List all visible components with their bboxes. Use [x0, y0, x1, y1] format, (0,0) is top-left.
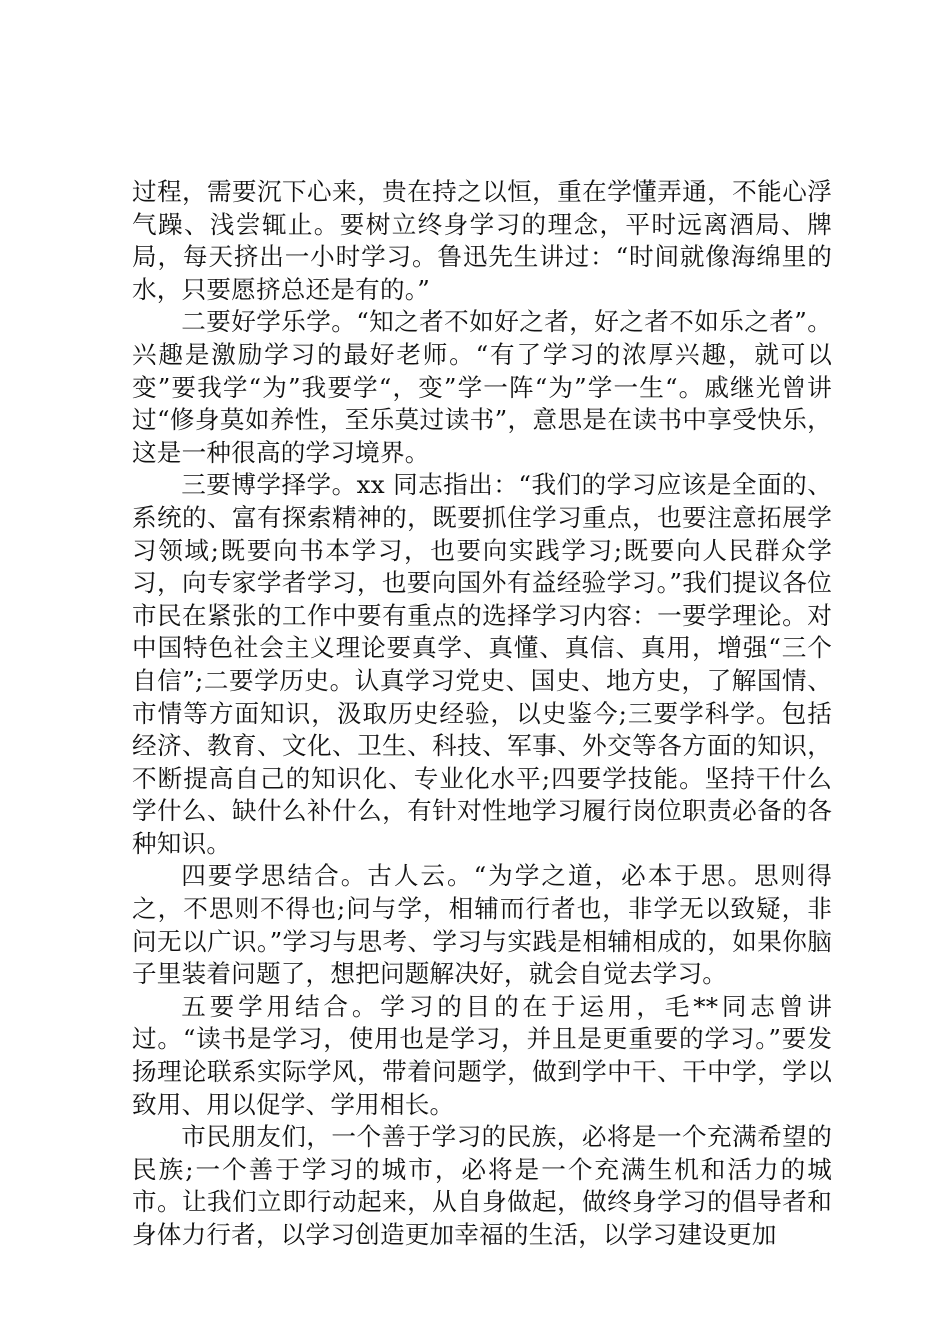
text-line: “读书是学习，使用也是学习，并且是更重要的学习。”要发: [182, 1024, 832, 1054]
text-line: 学习，向专家学者学习，也要向国外有益经验学习。”我们提: [132, 535, 832, 598]
text-line: 和身体力行者，以学习创造更加幸福的生活，以学习建设更加: [132, 1187, 832, 1249]
text-line: 以致用、用以促学、学用相长。: [132, 1057, 832, 1119]
paragraph-6: [132, 1121, 832, 1251]
text-line: 在读书中享受快乐，这是一种很高的学习境界。: [132, 405, 832, 467]
text-line: 牌局，每天挤出一小时学习。鲁迅先生讲过：“时间就像海绵: [132, 209, 832, 272]
text-line: 坚持干什么学什么、缺什么补什么，有针对性地学习履行岗位: [132, 763, 832, 826]
text-line: 你脑子里装着问题了，想把问题解决好，就会自觉去学习。: [132, 926, 832, 989]
text-line: 增强“三个自信”;二要学历史。认真学习党史、国史、地方史，: [132, 633, 832, 695]
text-line: 科学。包括经济、教育、文化、卫生、科技、军事、外交等各: [132, 698, 832, 761]
text-line: 的民族;一个善于学习的城市，必将是一个充满生机和活力的城: [132, 1122, 832, 1184]
text-line: 二要好学乐学。“知之者不如好之者，好之者不如乐之: [181, 307, 770, 337]
text-line: 五要学用结合。学习的目的在于运用，毛**同志曾讲过。: [132, 991, 832, 1054]
text-line: 问无以广识。”学习与思考、学习与实践是相辅相成的，如果: [132, 926, 783, 956]
text-line: 里的水，只要愿挤总还是有的。”: [132, 242, 832, 304]
paragraph-5: [132, 991, 832, 1121]
paragraph-1: [132, 176, 832, 306]
text-line: 方面的知识，不断提高自己的知识化、专业化水平;四要学技能。: [132, 731, 833, 793]
text-line: 四要学思结合。古人云。“为学之道，必本于思。思则得: [181, 861, 832, 891]
text-line: 系统的、富有探索精神的，既要抓住学习重点，也要注意拓展: [132, 502, 808, 532]
paragraph-4: [132, 860, 832, 990]
text-line: 市民朋友们，一个善于学习的民族，必将是一个充满希望: [181, 1122, 808, 1152]
text-line: 之，不思则不得也;问与学，相辅而行者也，非学无以致疑，非: [132, 894, 832, 924]
text-line: 理论。对中国特色社会主义理论要真学、真懂、真信、真用，: [132, 600, 832, 663]
text-line: 学习领域;既要向书本学习，也要向实践学习;既要向人民群众: [132, 502, 832, 565]
text-line: 者”。兴趣是激励学习的最好老师。“有了学习的浓厚兴趣，: [132, 307, 832, 369]
text-line: 职责必备的各种知识。: [132, 796, 833, 858]
paragraph-2: [132, 306, 832, 469]
text-line: 浮气躁、浅尝辄止。要树立终身学习的理念，平时远离酒局、: [132, 177, 832, 239]
text-line: 市。让我们立即行动起来，从自身做起，做终身学习的倡导者: [132, 1187, 808, 1217]
text-line: 了解国情、市情等方面知识，汲取历史经验，以史鉴今;三要学: [132, 665, 832, 728]
text-line: 就可以变”要我学“为”我要学“，变”学一阵“为”学一生: [132, 339, 833, 402]
text-line: “。戚继光曾讲过“修身莫如养性，至乐莫过读书”，意思是: [132, 372, 832, 435]
text-line: 扬理论联系实际学风，带着问题学，做到学中干、干中学，学: [132, 1057, 808, 1087]
text-line: 过程，需要沉下心来，贵在持之以恒，重在学懂弄通，不能心: [132, 177, 808, 206]
paragraph-3: [132, 469, 832, 860]
text-line: 议各位市民在紧张的工作中要有重点的选择学习内容：一要学: [132, 568, 832, 630]
text-line: 三要博学择学。xx 同志指出：“我们的学习应该是全面的、: [181, 470, 832, 500]
document-body: [132, 176, 832, 1252]
